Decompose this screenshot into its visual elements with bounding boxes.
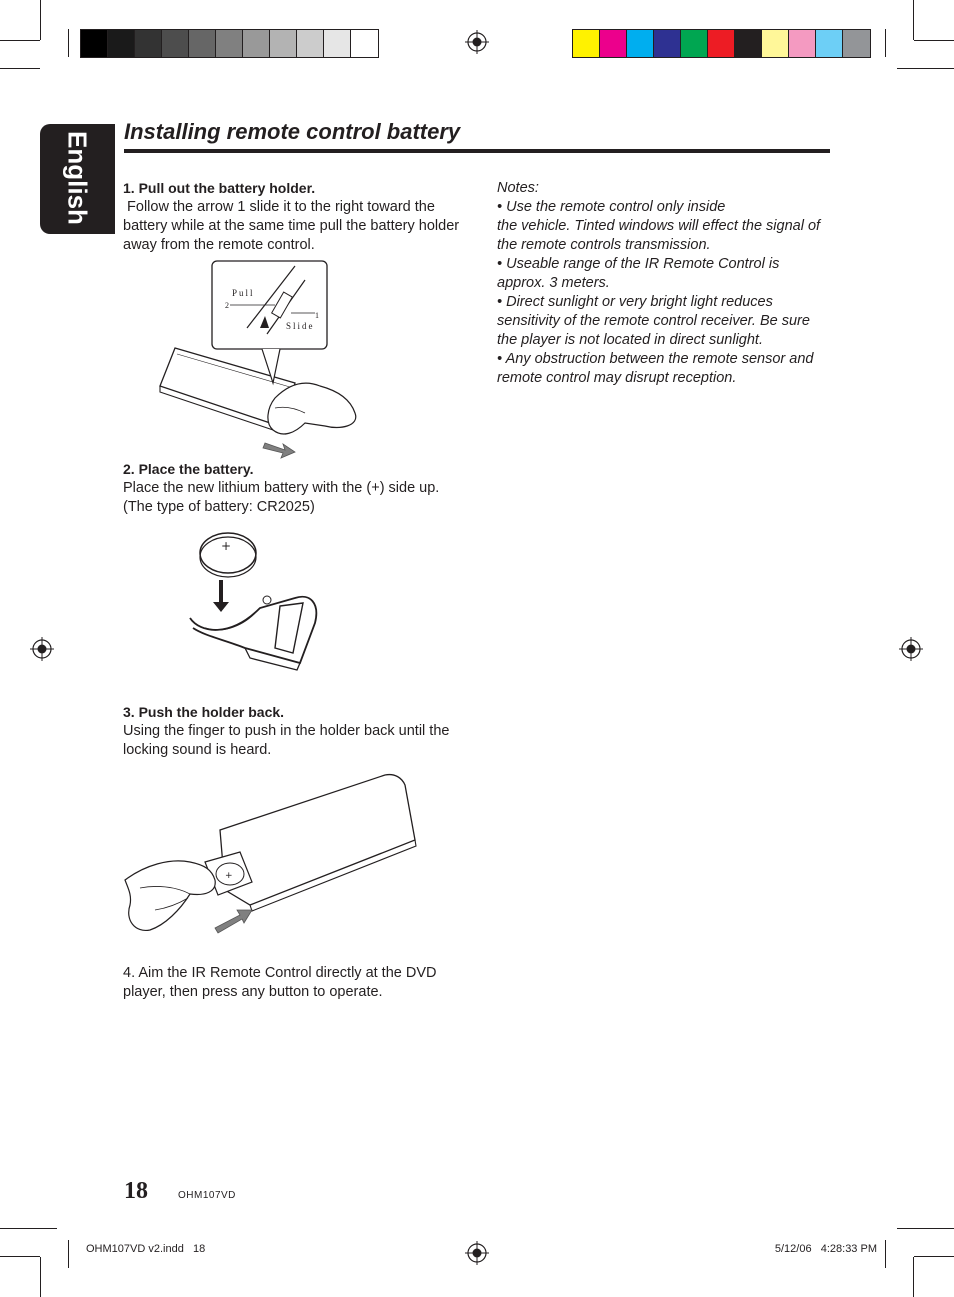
step-2 bbox=[123, 460, 468, 517]
note-item: • Useable range of the IR Remote Control is approx. 3 meters. bbox=[497, 256, 780, 291]
crop-mark bbox=[0, 1228, 57, 1229]
color-swatch bbox=[681, 30, 708, 57]
step-4 bbox=[123, 964, 468, 1002]
slide-number: 1 bbox=[315, 311, 319, 320]
slide-label: Slide bbox=[286, 321, 315, 331]
color-swatch bbox=[708, 30, 735, 57]
language-tab bbox=[40, 124, 115, 234]
step-1-text: Follow the arrow 1 slide it to the right toward the battery while at the same time pull the battery holder away from the remote control. bbox=[123, 199, 464, 253]
title-rule bbox=[124, 149, 830, 153]
color-swatch bbox=[81, 30, 108, 57]
crop-mark bbox=[897, 1228, 954, 1229]
note-item: • Direct sunlight or very bright light reduces sensitivity of the remote control receiver. Be sure the player is not located in direct sunlight. bbox=[497, 294, 810, 348]
slug-date: 5/12/06 4:28:33 PM bbox=[774, 1243, 877, 1255]
color-swatch bbox=[189, 30, 216, 57]
color-swatch bbox=[243, 30, 270, 57]
crop-mark bbox=[913, 0, 914, 40]
crop-mark bbox=[40, 1257, 41, 1297]
crop-mark bbox=[913, 1257, 914, 1297]
color-swatch bbox=[324, 30, 351, 57]
notes-title: Notes: bbox=[497, 180, 539, 196]
svg-text:+: + bbox=[225, 871, 233, 881]
model-number: OHM107VD bbox=[178, 1190, 236, 1201]
crop-mark bbox=[885, 29, 886, 57]
crop-mark bbox=[68, 1240, 69, 1268]
note-item: • Any obstruction between the remote sensor and remote control may disrupt reception. bbox=[497, 351, 814, 386]
push-holder-illustration bbox=[120, 770, 420, 940]
step-3-text: Using the finger to push in the holder back until the locking sound is heard. bbox=[123, 723, 450, 758]
color-swatch bbox=[789, 30, 816, 57]
pull-label: Pull bbox=[232, 288, 255, 298]
svg-text:+: + bbox=[221, 539, 232, 553]
step-4-text: 4. Aim the IR Remote Control directly at the DVD player, then press any button to operate. bbox=[123, 965, 437, 1000]
grayscale-calibration-bar bbox=[80, 29, 379, 58]
step-3-heading: 3. Push the holder back. bbox=[123, 704, 285, 720]
crop-mark bbox=[68, 29, 69, 57]
crop-mark bbox=[914, 1256, 954, 1257]
color-swatch bbox=[735, 30, 762, 57]
pull-holder-illustration bbox=[155, 258, 370, 463]
crop-mark bbox=[885, 1240, 886, 1268]
notes-section bbox=[497, 179, 837, 388]
slug-file-info: OHM107VD v2.indd 18 bbox=[86, 1243, 206, 1255]
color-swatch bbox=[573, 30, 600, 57]
color-swatch bbox=[843, 30, 870, 57]
place-battery-illustration bbox=[185, 528, 325, 683]
crop-mark bbox=[40, 0, 41, 40]
crop-mark bbox=[914, 40, 954, 41]
color-swatch bbox=[627, 30, 654, 57]
color-swatch bbox=[135, 30, 162, 57]
registration-mark-icon bbox=[465, 1241, 489, 1265]
crop-mark bbox=[897, 68, 954, 69]
note-item: the vehicle. Tinted windows will effect the signal of the remote controls transmission. bbox=[497, 218, 821, 253]
crop-mark bbox=[0, 1256, 40, 1257]
step-1 bbox=[123, 179, 468, 255]
color-swatch bbox=[654, 30, 681, 57]
crop-mark bbox=[0, 68, 40, 69]
registration-mark-icon bbox=[465, 30, 489, 54]
color-swatch bbox=[108, 30, 135, 57]
registration-mark-icon bbox=[30, 637, 54, 661]
color-swatch bbox=[270, 30, 297, 57]
page-number: 18 bbox=[124, 1178, 148, 1204]
color-swatch bbox=[216, 30, 243, 57]
color-swatch bbox=[816, 30, 843, 57]
registration-mark-icon bbox=[899, 637, 923, 661]
color-calibration-bar bbox=[572, 29, 871, 58]
crop-mark bbox=[0, 40, 40, 41]
step-1-heading: 1. Pull out the battery holder. bbox=[123, 180, 316, 196]
color-swatch bbox=[162, 30, 189, 57]
color-swatch bbox=[351, 30, 378, 57]
note-item: • Use the remote control only inside bbox=[497, 199, 726, 215]
color-swatch bbox=[297, 30, 324, 57]
step-2-text: Place the new lithium battery with the (+) side up. (The type of battery: CR2025) bbox=[123, 480, 440, 515]
step-3 bbox=[123, 703, 468, 760]
color-swatch bbox=[600, 30, 627, 57]
language-tab-label: English bbox=[62, 131, 93, 225]
step-2-heading: 2. Place the battery. bbox=[123, 461, 254, 477]
color-swatch bbox=[762, 30, 789, 57]
page-title: Installing remote control battery bbox=[124, 119, 461, 144]
pull-number: 2 bbox=[225, 301, 229, 310]
